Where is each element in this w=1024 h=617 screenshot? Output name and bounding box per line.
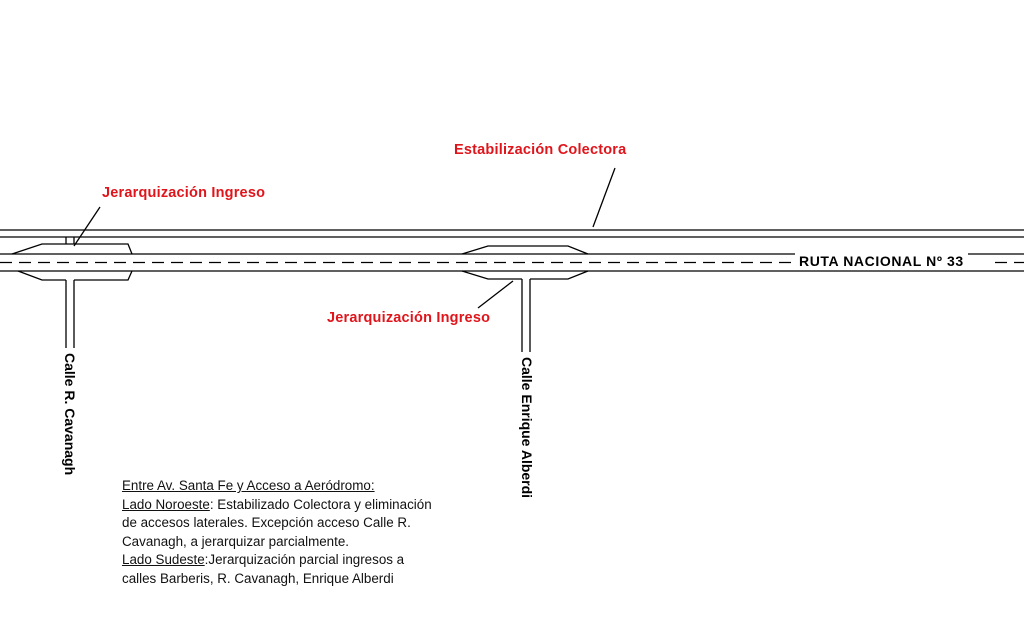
right-junction-lower-flare <box>462 271 522 279</box>
leader-jerarquizacion-top <box>74 207 100 246</box>
note-noroeste-line-2: de accesos laterales. Excepción acceso Calle R. <box>122 515 411 530</box>
right-junction-upper-flare <box>462 246 588 254</box>
note-noroeste-line-1: Lado Noroeste: Estabilizado Colectora y eliminación <box>122 496 432 512</box>
note-sudeste-line-1: Lado Sudeste:Jerarquización parcial ingresos a <box>122 552 405 567</box>
left-junction-lower-flare <box>18 271 66 280</box>
note-noroeste-label: Lado Noroeste <box>122 496 210 512</box>
label-estabilizacion-colectora: Estabilización Colectora <box>454 142 627 158</box>
note-sudeste-label: Lado Sudeste <box>122 552 205 567</box>
label-jerarquizacion-ingreso-top: Jerarquización Ingreso <box>102 185 266 201</box>
left-junction-upper-flare <box>12 244 132 254</box>
note-noroeste-line-3: Cavanagh, a jerarquizar parcialmente. <box>122 533 350 549</box>
right-junction-lower-flare-right <box>530 271 588 279</box>
label-jerarquizacion-ingreso-bottom: Jerarquización Ingreso <box>327 310 491 326</box>
label-calle-alberdi: Calle Enrique Alberdi <box>519 357 535 499</box>
description-note <box>122 477 492 588</box>
label-ruta-nacional: RUTA NACIONAL Nº 33 <box>795 253 968 269</box>
leader-estabilizacion <box>593 168 615 227</box>
note-heading: Entre Av. Santa Fe y Acceso a Aeródromo: <box>122 478 375 493</box>
leader-jerarquizacion-bottom <box>478 281 513 308</box>
left-junction-lower-flare-right <box>74 271 132 280</box>
label-calle-cavanagh: Calle R. Cavanagh <box>62 353 78 476</box>
note-sudeste-line-2: calles Barberis, R. Cavanagh, Enrique Alberdi <box>122 570 394 586</box>
